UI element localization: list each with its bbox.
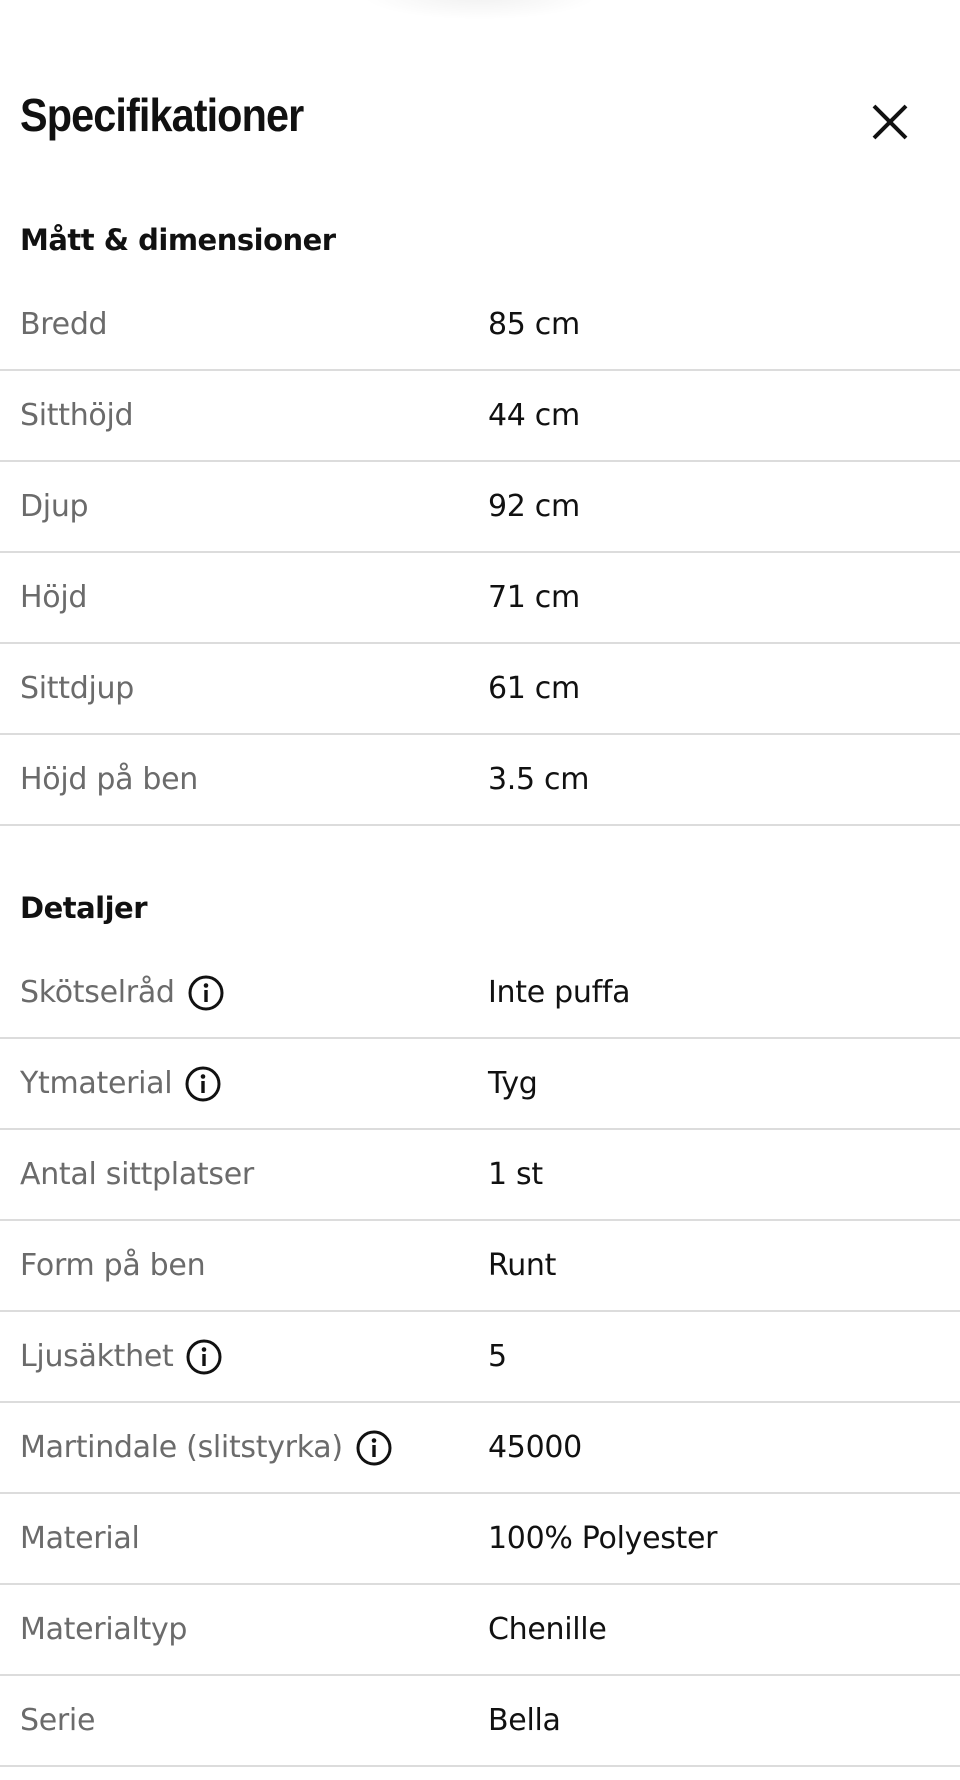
spec-label: Skötselråd [20, 974, 225, 1012]
spec-row-serie [0, 1676, 960, 1767]
sheet-top-shadow [360, 0, 600, 20]
spec-list [0, 280, 960, 826]
spec-label: Ytmaterial [20, 1065, 222, 1103]
spec-row-form-pa-ben [0, 1221, 960, 1312]
spec-label: Form på ben [20, 1248, 206, 1283]
spec-value: 1 st [488, 1157, 543, 1192]
spec-label: Djup [20, 489, 89, 524]
spec-value: 3.5 cm [488, 762, 590, 797]
spec-label: Martindale (slitstyrka) [20, 1429, 393, 1467]
sheet-header [0, 70, 960, 160]
spec-value: Runt [488, 1248, 557, 1283]
spec-row-antal-sittplatser [0, 1130, 960, 1221]
info-icon[interactable] [185, 1338, 223, 1376]
info-icon[interactable] [355, 1429, 393, 1467]
spec-label: Höjd på ben [20, 762, 199, 797]
spec-value: 85 cm [488, 307, 580, 342]
spec-value: 5 [488, 1339, 507, 1374]
spec-value: 44 cm [488, 398, 580, 433]
spec-label: Sitthöjd [20, 398, 134, 433]
spec-row-materialtyp [0, 1585, 960, 1676]
spec-label: Antal sittplatser [20, 1157, 254, 1192]
spec-row-bredd [0, 280, 960, 371]
spec-value: Tyg [488, 1066, 538, 1101]
spec-label: Materialtyp [20, 1612, 188, 1647]
spec-value: 100% Polyester [488, 1521, 718, 1556]
close-icon [862, 94, 918, 150]
section-dimensions [0, 200, 960, 826]
spec-label: Bredd [20, 307, 108, 342]
spec-row-ljusakthet [0, 1312, 960, 1403]
info-icon[interactable] [184, 1065, 222, 1103]
section-heading: Mått & dimensioner [20, 223, 336, 257]
spec-row-djup [0, 462, 960, 553]
spec-value: 92 cm [488, 489, 580, 524]
spec-row-sittdjup [0, 644, 960, 735]
info-icon[interactable] [187, 974, 225, 1012]
spec-value: 71 cm [488, 580, 580, 615]
spec-row-sitthojd [0, 371, 960, 462]
section-details [0, 868, 960, 1767]
spec-label: Sittdjup [20, 671, 134, 706]
section-heading: Detaljer [20, 891, 148, 925]
spec-value: Inte puffa [488, 975, 631, 1010]
spec-value: 61 cm [488, 671, 580, 706]
spec-label: Serie [20, 1703, 96, 1738]
spec-list [0, 948, 960, 1767]
spec-value: Bella [488, 1703, 561, 1738]
spec-row-material [0, 1494, 960, 1585]
spec-row-ytmaterial [0, 1039, 960, 1130]
spec-row-hojd [0, 553, 960, 644]
spec-row-martindale [0, 1403, 960, 1494]
page-title: Specifikationer [20, 89, 304, 141]
spec-row-hojd-pa-ben [0, 735, 960, 826]
spec-row-skotselrad [0, 948, 960, 1039]
spec-label: Ljusäkthet [20, 1338, 223, 1376]
spec-label: Material [20, 1521, 140, 1556]
spec-value: Chenille [488, 1612, 607, 1647]
spec-value: 45000 [488, 1430, 582, 1465]
close-button[interactable] [862, 94, 918, 150]
spec-label: Höjd [20, 580, 88, 615]
